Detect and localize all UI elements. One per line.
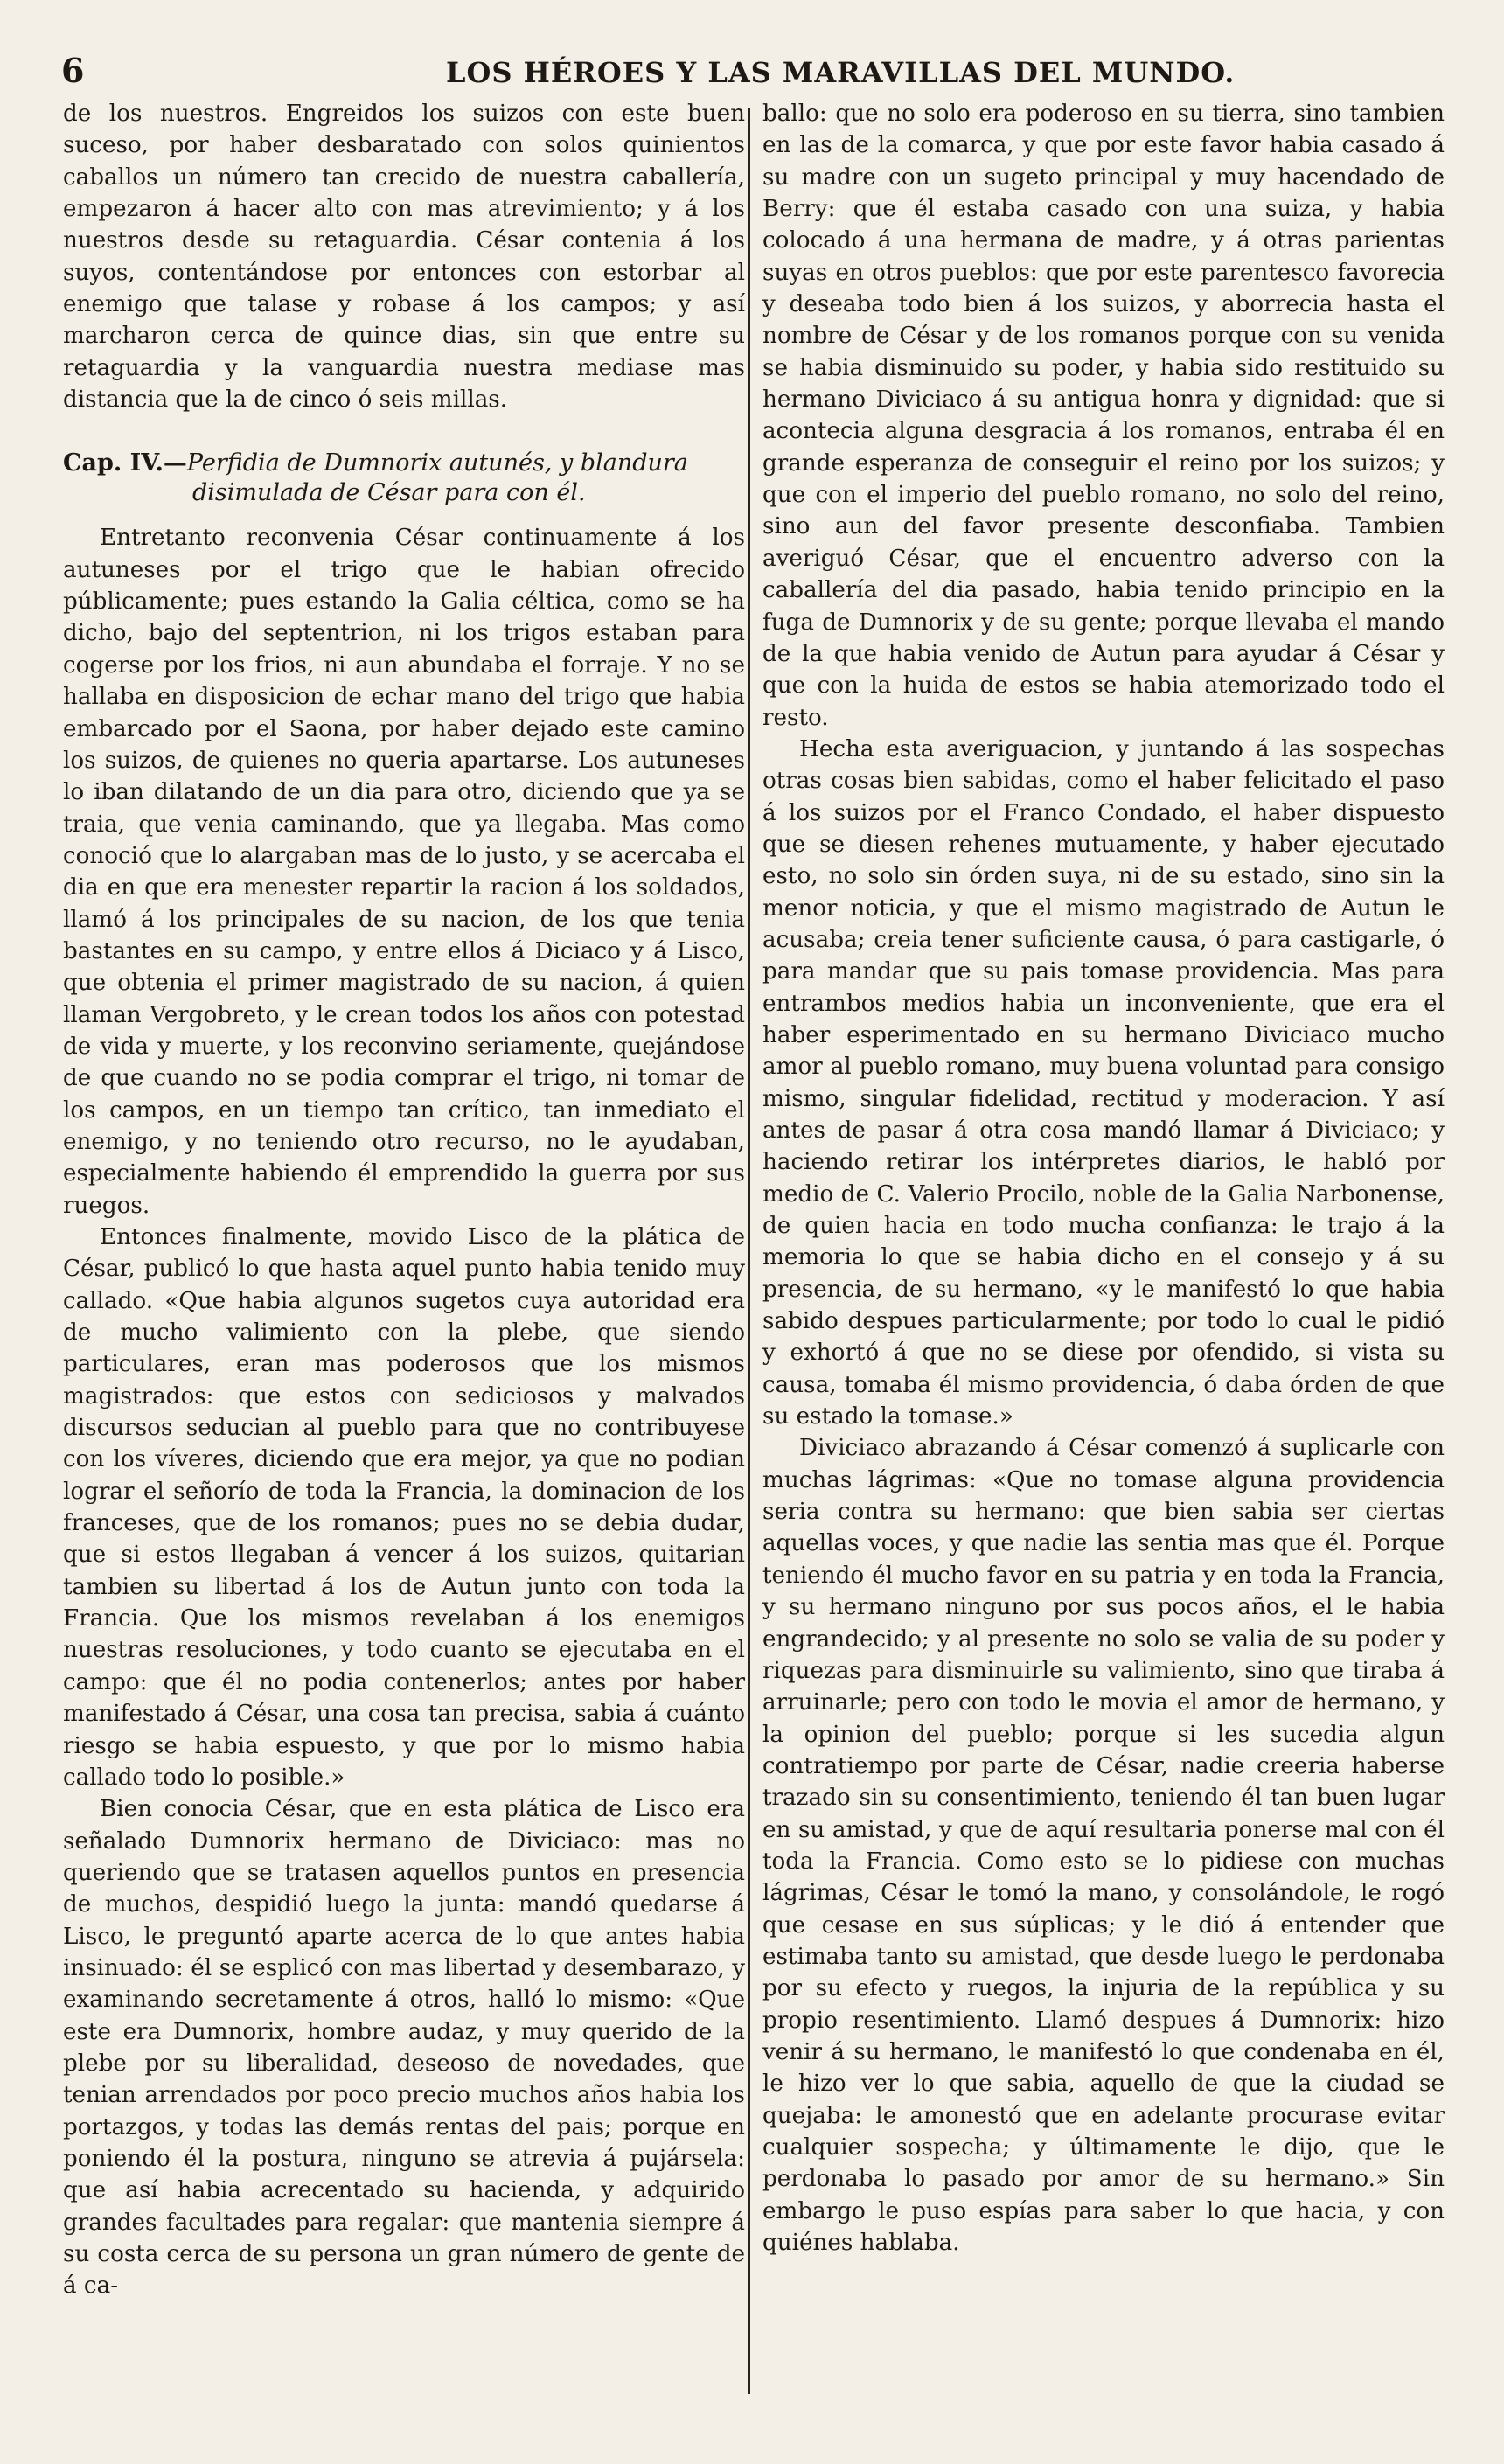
paragraph: Entonces finalmente, movido Lisco de la plática de César, publicó lo que hasta aquel punto habia tenido muy callado. «Que habia algunos sugetos cuya autoridad era de mucho valimiento con la plebe, que siendo particulares, eran mas poderosos que los mismos magistrados: que estos con sediciosos y malvados discursos seducian al pueblo para que no contribuyese con los víveres, diciendo que era mejor, ya que no podian lograr el señorío de toda la Francia, la dominacion de los franceses, que de los romanos; pues no se debia dudar, que si estos llegaban á vencer á los suizos, quitarian tambien su libertad á los de Autun junto con toda la Francia. Que los mismos revelaban á los enemigos nuestras resoluciones, y todo cuanto se ejecutaba en el campo: que él no podia contenerlos; antes por haber manifestado á César, una cosa tan precisa, sabia á cuánto riesgo se habia espuesto, y que por lo mismo habia callado todo lo posible.» — [63, 1224, 745, 1791]
page-number: 6 — [61, 51, 85, 90]
page-header — [61, 51, 1452, 91]
column-divider — [748, 108, 750, 2394]
running-head: LOS HÉROES Y LAS MARAVILLAS DEL MUNDO. — [446, 56, 1236, 89]
paragraph: de los nuestros. Engreidos los suizos con este buen suceso, por haber desbaratado con solos quinientos caballos un número tan crecido de nuestra caballería, empezaron á hacer alto con mas atrevimiento; y á los nuestros desde su retaguardia. César contenia á los suyos, contentándose por entonces con estorbar al enemigo que talase y robase á los campos; y así marcharon cerca de quince dias, sin que entre su retaguardia y la vanguardia nuestra mediase mas distancia que la de cinco ó seis millas. — [63, 101, 745, 414]
paragraph: Bien conocia César, que en esta plática de Lisco era señalado Dumnorix hermano de Diviciaco: mas no queriendo que se tratasen aquellos puntos en presencia de muchos, despidió luego la junta: mandó quedarse á Lisco, le preguntó aparte acerca de lo que antes habia insinuado: él se esplicó con mas libertad y desembarazo, y examinando secretamente á otros, halló lo mismo: «Que este era Dumnorix, hombre audaz, y muy querido de la plebe por su liberalidad, deseoso de novedades, que tenian arrendados por poco precio muchos años habia los portazgos, y todas las demás rentas del pais; porque en poniendo él la postura, ninguno se atrevia á pujársela: que así habia acrecentado su hacienda, y adquirido grandes facultades para regalar: que mantenia siempre á su costa cerca de su persona un gran número de gente de á ca- — [63, 1796, 745, 2300]
chapter-title-line2: disimulada de César para con él. — [192, 479, 586, 507]
chapter-heading — [63, 449, 745, 508]
paragraph: Diviciaco abrazando á César comenzó á suplicarle con muchas lágrimas: «Que no tomase alguna providencia seria contra su hermano: que bien sabia ser ciertas aquellas voces, y que nadie las sentia mas que él. Porque teniendo él mucho favor en su patria y en toda la Francia, y su hermano ninguno por sus pocos años, el le habia engrandecido; y al presente no solo se valia de su poder y riquezas para disminuirle su valimiento, sino que tiraba á arruinarle; pero con todo le movia el amor de hermano, y la opinion del pueblo; porque si les sucedia algun contratiempo por parte de César, nadie creeria haberse trazado sin su consentimiento, teniendo él tan buen lugar en su amistad, y que de aquí resultaria ponerse mal con él toda la Francia. Como esto se lo pidiese con muchas lágrimas, César le tomó la mano, y consolándole, le rogó que cesase en sus súplicas; y le dió á entender que estimaba tanto su amistad, que desde luego le perdonaba por su efecto y ruegos, la injuria de la república y su propio resentimiento. Llamó despues á Dumnorix: hizo venir á su hermano, le manifestó lo que condenaba en él, le hizo ver lo que sabia, aquello de que la ciudad se quejaba: le amonestó que en adelante procurase evitar cualquier sospecha; y últimamente le dijo, que le perdonaba lo pasado por amor de su hermano.» Sin embargo le puso espías para saber lo que hacia, y con quiénes hablaba. — [762, 1435, 1445, 2257]
right-column — [762, 98, 1445, 2259]
paragraph: ballo: que no solo era poderoso en su tierra, sino tambien en las de la comarca, y que por este favor habia casado á su madre con un sugeto principal y muy hacendado de Berry: que él estaba casado con una suiza, y habia colocado á una hermana de madre, y á otras parientas suyas en otros pueblos: que por este parentesco favorecia y deseaba todo bien á los suizos, y aborrecia hasta el nombre de César y de los romanos porque con su venida se habia disminuido su poder, y habia sido restituido su hermano Diviciaco á su antigua honra y dignidad: que si acontecia alguna desgracia á los romanos, entraba él en grande esperanza de conseguir el reino por los suizos; y que con el imperio del pueblo romano, no solo del reino, sino aun del favor presente desconfiaba. Tambien averiguó César, que el encuentro adverso con la caballería del dia pasado, habia tenido principio en la fuga de Dumnorix y de su gente; porque llevaba el mando de la que habia venido de Autun para ayudar á César y que con la huida de estos se habia atemorizado todo el resto. — [762, 101, 1445, 731]
left-column — [63, 98, 745, 2302]
chapter-label: Cap. IV.— — [63, 449, 187, 477]
chapter-title-line1: Perfidia de Dumnorix autunés, y blandura — [186, 449, 688, 477]
paragraph: Entretanto reconvenia César continuamente á los autuneses por el trigo que le habian ofrecido públicamente; pues estando la Galia céltica, como se ha dicho, bajo del septentrion, ni los trigos estaban para cogerse por los frios, ni aun abundaba el forraje. Y no se hallaba en disposicion de echar mano del trigo que habia embarcado por el Saona, por haber dejado este camino los suizos, de quienes no queria apartarse. Los autuneses lo iban dilatando de un dia para otro, diciendo que ya se traia, que venia caminando, que ya llegaba. Mas como conoció que lo alargaban mas de lo justo, y se acercaba el dia en que era menester repartir la racion á los soldados, llamó á los principales de su nacion, de los que tenia bastantes en su campo, y entre ellos á Diciaco y á Lisco, que obtenia el primer magistrado de su nacion, á quien llaman Vergobreto, y le crean todos los años con potestad de vida y muerte, y los reconvino seriamente, quejándose de que cuando no se podia comprar el trigo, ni tomar de los campos, en un tiempo tan crítico, tan inmediato el enemigo, y no teniendo otro recurso, no le ayudaban, especialmente habiendo él emprendido la guerra por sus ruegos. — [63, 525, 745, 1219]
paragraph: Hecha esta averiguacion, y juntando á las sospechas otras cosas bien sabidas, como el haber felicitado el paso á los suizos por el Franco Condado, el haber dispuesto que se diesen rehenes mutuamente, y haber ejecutado esto, no solo sin órden suya, ni de su estado, sino sin la menor noticia, y que el mismo magistrado de Autun le acusaba; creia tener suficiente causa, ó para castigarle, ó para mandar que su pais tomase providencia. Mas para entrambos medios habia un inconveniente, que era el haber esperimentado en su hermano Diviciaco mucho amor al pueblo romano, muy buena voluntad para consigo mismo, singular fidelidad, rectitud y moderacion. Y así antes de pasar á otra cosa mandó llamar á Diviciaco; y haciendo retirar los intérpretes diarios, le habló por medio de C. Valerio Procilo, noble de la Galia Narbonense, de quien hacia en todo mucha confianza: le trajo á la memoria lo que se habia dicho en el consejo y á su presencia, de su hermano, «y le manifestó lo que habia sabido despues particularmente; por todo lo cual le pidió y exhortó á que no se diese por ofendido, si vista su causa, tomaba él mismo providencia, ó daba órden de que su estado la tomase.» — [762, 735, 1445, 1430]
